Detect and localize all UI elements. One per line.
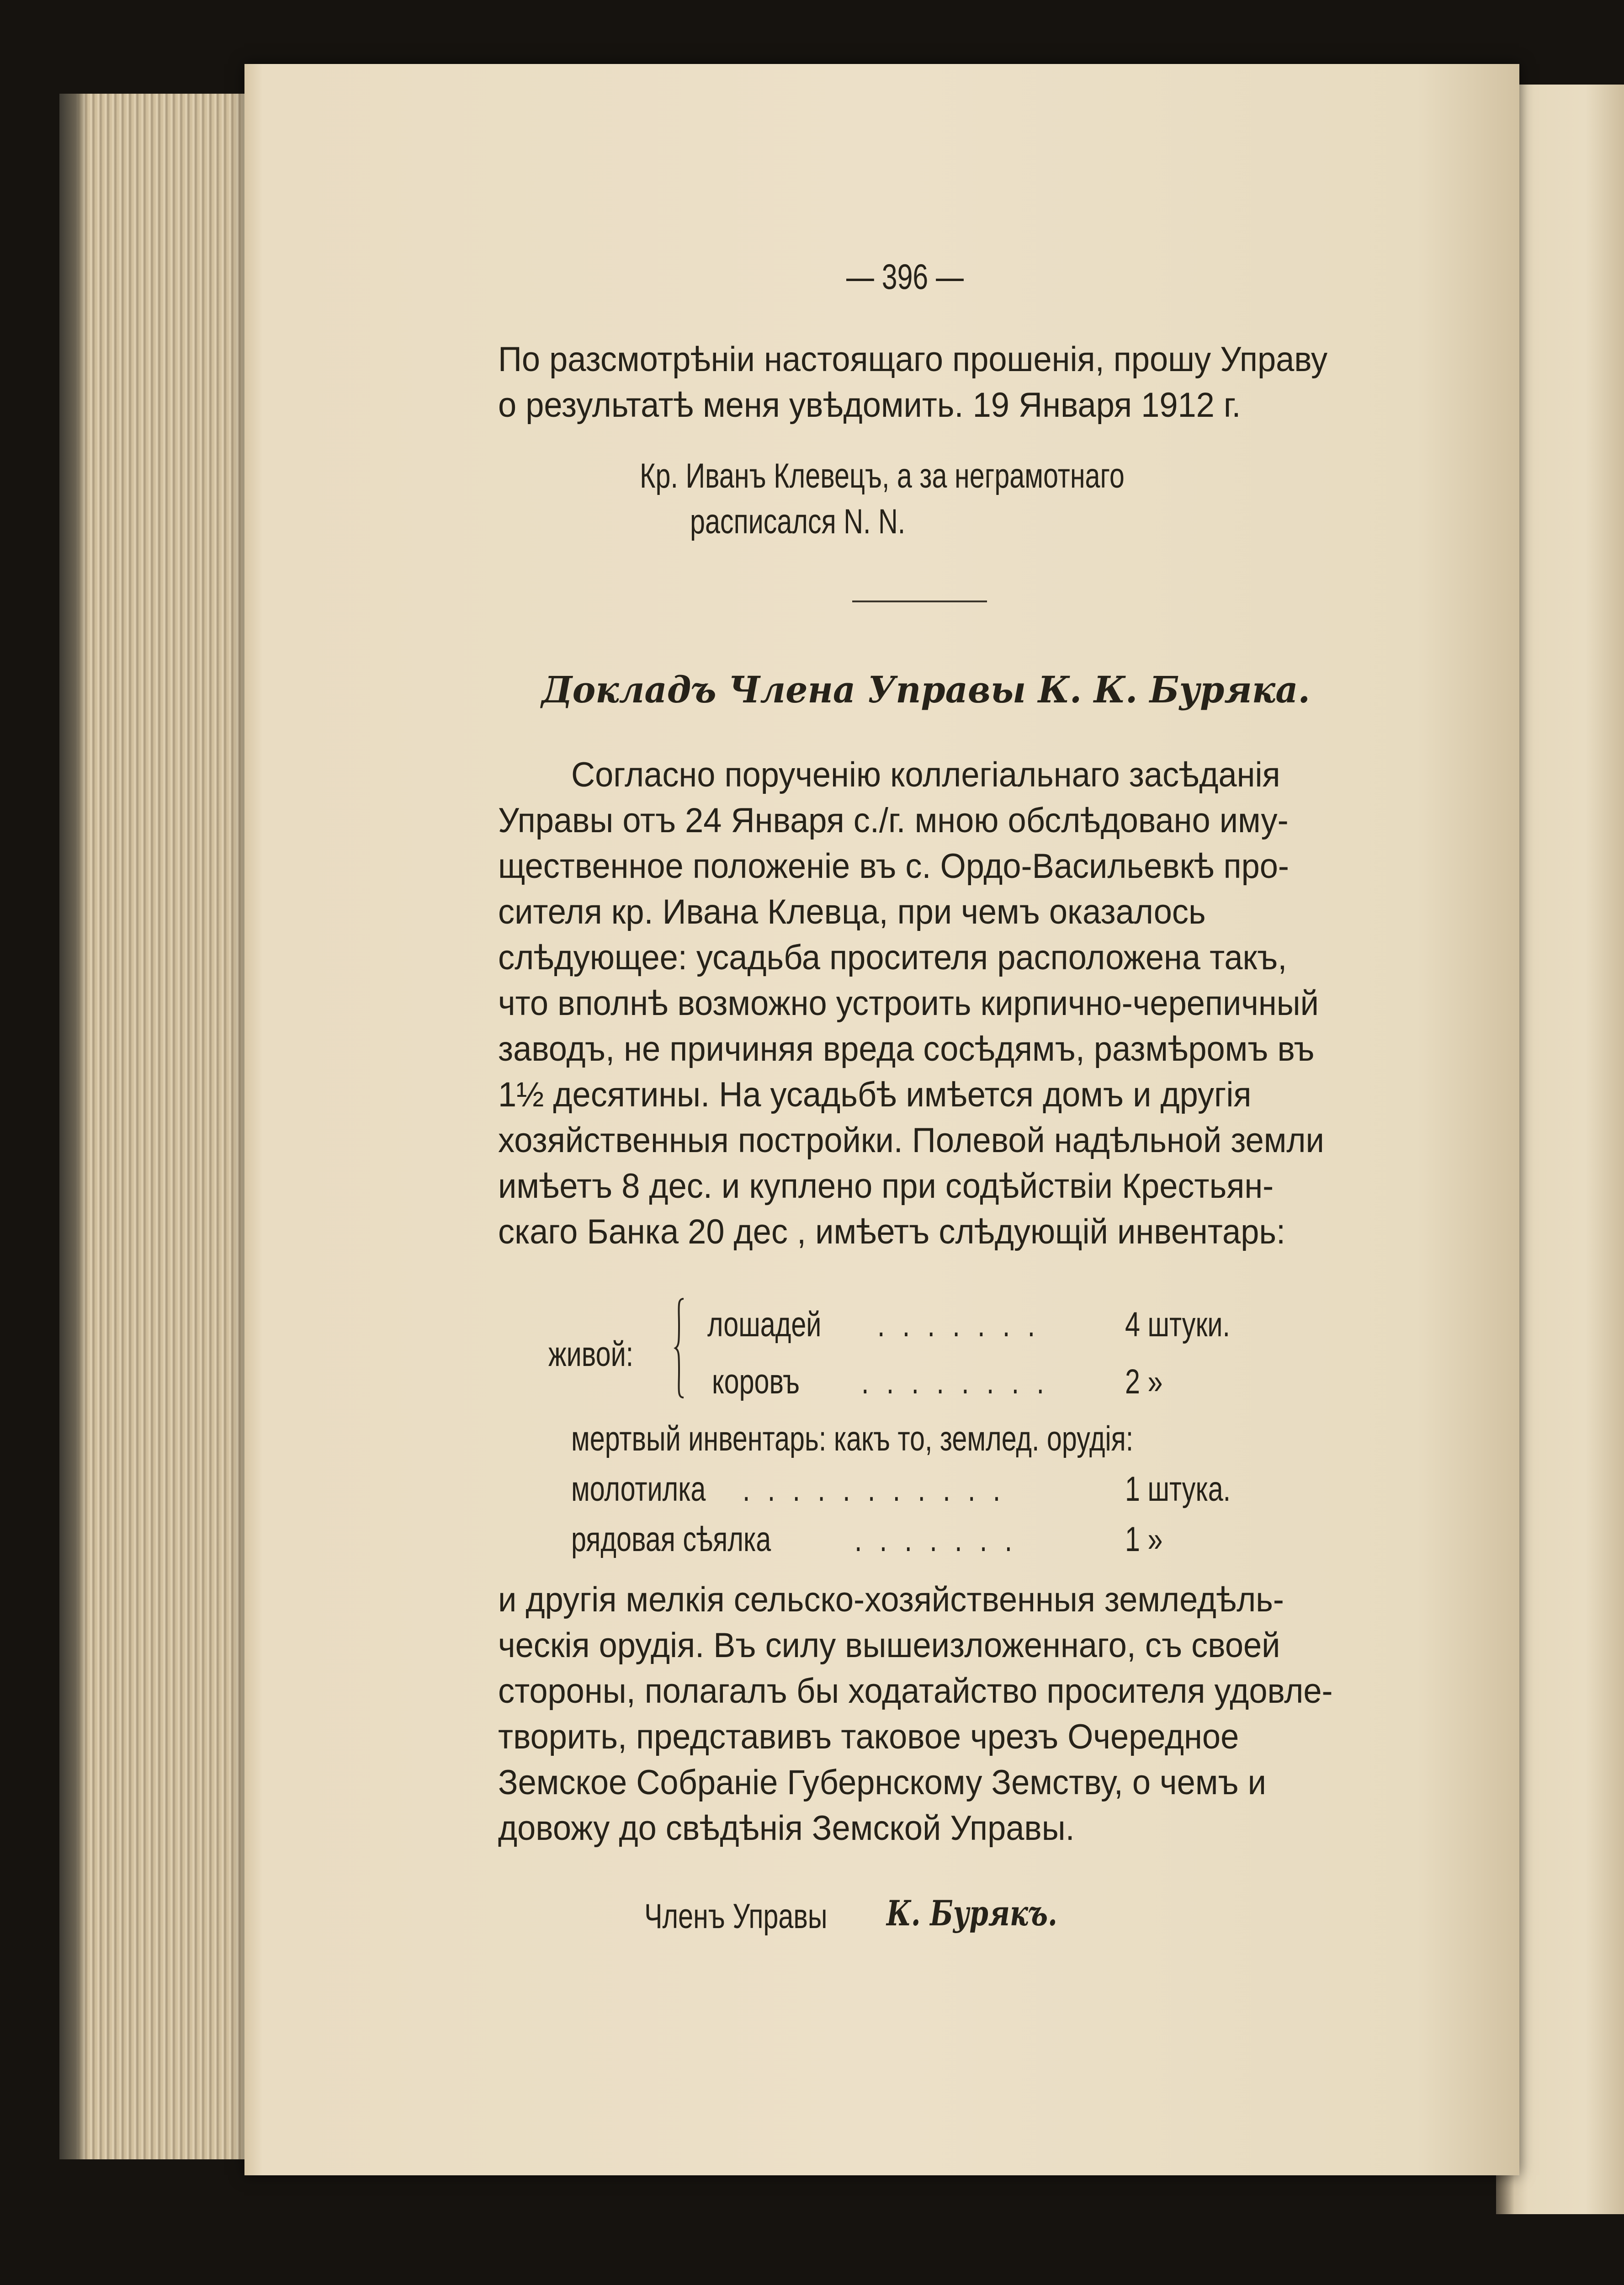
dead-item-name-2: рядовая сѣялка	[571, 1520, 771, 1559]
live-item-value-1: 4 штуки.	[1125, 1305, 1230, 1344]
report-para1-line-7: заводъ, не причиняя вреда сосѣдямъ, размѣромъ въ	[498, 1030, 1315, 1068]
report-para1-line-9: хозяйственныя постройки. Полевой надѣльной земли	[498, 1121, 1324, 1160]
report-para1-line-1: Согласно порученію коллегіальнаго засѣданія	[571, 755, 1280, 794]
report-para1-line-11: скаго Банка 20 дес , имѣетъ слѣдующій инвентарь:	[498, 1212, 1286, 1251]
dead-item-name-1: молотилка	[571, 1470, 706, 1509]
report-para1-line-2: Управы отъ 24 Января с./г. мною обслѣдовано иму-	[498, 801, 1289, 840]
book-page-edges	[59, 94, 260, 2159]
live-item-name-1: лошадей	[707, 1305, 822, 1344]
report-para2-line-5: Земское Собраніе Губернскому Земству, о чемъ и	[498, 1763, 1266, 1802]
page-number: — 396 —	[846, 256, 964, 297]
report-para1-line-6: что вполнѣ возможно устроить кирпично-черепичный	[498, 984, 1319, 1023]
petitioner-signature-line-1: Кр. Иванъ Клевецъ, а за неграмотнаго	[640, 457, 1125, 495]
petitioner-signature-line-2: расписался N. N.	[690, 502, 906, 541]
signature-name: К. Бурякъ.	[886, 1893, 1057, 1934]
live-item-value-2: 2 »	[1125, 1362, 1163, 1401]
report-para1-line-10: имѣетъ 8 дес. и куплено при содѣйствіи Крестьян-	[498, 1167, 1274, 1206]
dead-item-dots-2: . . . . . . .	[854, 1520, 1018, 1559]
report-para1-line-5: слѣдующее: усадьба просителя расположена такъ,	[498, 938, 1287, 977]
report-para2-line-4: творить, представивъ таковое чрезъ Очередное	[498, 1717, 1239, 1756]
report-para2-line-2: ческія орудія. Въ силу вышеизложеннаго, съ своей	[498, 1626, 1280, 1665]
report-para2-line-3: стороны, полагалъ бы ходатайство просителя удовле-	[498, 1672, 1333, 1711]
report-title: Докладъ Члена Управы К. К. Буряка.	[541, 668, 1310, 711]
book-page	[244, 64, 1519, 2175]
intro-line-1: По разсмотрѣніи настоящаго прошенія, прошу Управу	[498, 340, 1328, 379]
live-inventory-label: живой:	[548, 1335, 634, 1374]
live-item-name-2: коровъ	[712, 1362, 800, 1401]
live-item-dots-2: . . . . . . . .	[861, 1362, 1049, 1401]
curly-brace-icon	[674, 1298, 687, 1398]
report-para1-line-4: сителя кр. Ивана Клевца, при чемъ оказалось	[498, 893, 1206, 931]
report-para1-line-8: 1½ десятины. На усадьбѣ имѣется домъ и другія	[498, 1075, 1252, 1114]
report-para2-line-6: довожу до свѣдѣнія Земской Управы.	[498, 1809, 1075, 1848]
dead-item-dots-1: . . . . . . . . . . .	[743, 1470, 1006, 1509]
intro-line-2: о результатѣ меня увѣдомить. 19 Января 1912 г.	[498, 386, 1241, 425]
report-para1-line-3: щественное положеніе въ с. Ордо-Васильевкѣ про-	[498, 847, 1289, 886]
section-divider	[852, 600, 987, 602]
dead-item-value-2: 1 »	[1125, 1520, 1163, 1559]
signature-role: Членъ Управы	[644, 1897, 828, 1936]
live-item-dots-1: . . . . . . .	[877, 1305, 1040, 1344]
dead-inventory-heading: мертвый инвентарь: какъ то, землед. орудія:	[571, 1419, 1134, 1458]
dead-item-value-1: 1 штука.	[1125, 1470, 1231, 1509]
report-para2-line-1: и другія мелкія сельско-хозяйственныя земледѣль-	[498, 1580, 1284, 1619]
